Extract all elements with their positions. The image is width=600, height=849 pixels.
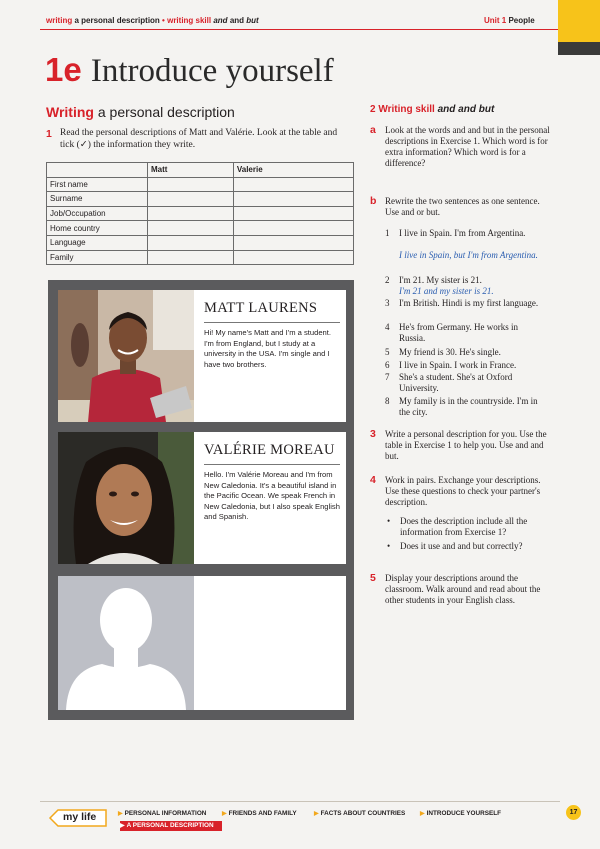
silhouette-photo: [58, 576, 194, 710]
exercise-3-text: Write a personal description for you. Use the table in Exercise 1 to help you. Use and and but.: [385, 429, 547, 461]
item-text: She's a student. She's at Oxford University.: [399, 372, 513, 393]
unit-tab-dark: [558, 42, 600, 55]
divider: [204, 464, 340, 465]
section-heading-rest: a personal description: [97, 104, 235, 120]
tick-cell[interactable]: [148, 206, 234, 221]
table-row: [47, 221, 354, 236]
brand-label: my life: [63, 811, 97, 823]
item-number: 5: [385, 347, 390, 357]
row-label: Family: [47, 250, 148, 265]
running-header: [46, 16, 259, 25]
column-header: Matt: [148, 163, 234, 178]
header-word: writing: [46, 16, 73, 25]
section-heading-bold: Writing: [46, 104, 94, 120]
blank-profile-card[interactable]: [194, 576, 346, 710]
footer-nav-label: FRIENDS AND FAMILY: [228, 810, 297, 817]
table-corner: [47, 163, 148, 178]
table-row: [47, 235, 354, 250]
footer-nav-item[interactable]: ▶ FRIENDS AND FAMILY: [222, 810, 297, 817]
unit-number: Unit 1: [484, 16, 507, 25]
tick-cell[interactable]: [233, 206, 353, 221]
row-label: First name: [47, 177, 148, 192]
answer-example: I'm 21 and my sister is 21.: [399, 286, 494, 296]
header-rule: [40, 29, 560, 30]
my-life-logo: [46, 808, 110, 828]
profile-bio: Hello. I'm Valérie Moreau and I'm from New Caledonia. It's a beautiful island in the Pacific Ocean. We speak French in New Caledonia, but I also speak English and Spanish.: [204, 470, 340, 521]
item-text: I'm 21. My sister is 21.: [399, 275, 482, 285]
exercise-2b-text: Rewrite the two sentences as one sentence. Use and or but.: [385, 196, 540, 217]
item-text: My family is in the countryside. I'm in the city.: [399, 396, 538, 417]
profile-panel: [48, 280, 354, 720]
table-row: [47, 177, 354, 192]
row-label: Surname: [47, 192, 148, 207]
item-number: 2: [385, 275, 390, 285]
row-label: Language: [47, 235, 148, 250]
bullet-dot: •: [387, 541, 391, 551]
column-header: Valerie: [233, 163, 353, 178]
row-label: Job/Occupation: [47, 206, 148, 221]
item-text: I live in Spain. I work in France.: [399, 360, 517, 370]
exercise-number: 3: [370, 428, 376, 440]
tick-cell[interactable]: [148, 235, 234, 250]
matt-photo: [58, 290, 194, 422]
table-header-row: [47, 163, 354, 178]
unit-name: People: [508, 16, 535, 25]
page-number: 17: [566, 805, 581, 820]
table-row: [47, 192, 354, 207]
item-text: I'm British. Hindi is my first language.: [399, 298, 539, 308]
item-text: He's from Germany. He works in Russia.: [399, 322, 519, 343]
tick-cell[interactable]: [148, 250, 234, 265]
exercise-number: 5: [370, 572, 376, 584]
profile-bio: Hi! My name's Matt and I'm a student. I'm from England, but I study at a university in the USA. I'm single and I have two brothers.: [204, 328, 331, 369]
header-word: and: [213, 16, 228, 25]
tick-cell[interactable]: [233, 177, 353, 192]
header-word: a personal description: [74, 16, 160, 25]
header-word: but: [246, 16, 259, 25]
tick-cell[interactable]: [233, 235, 353, 250]
footer-sub-label: A PERSONAL DESCRIPTION: [126, 822, 214, 829]
footer-nav-item[interactable]: ▶ PERSONAL INFORMATION: [118, 810, 207, 817]
footer-nav-label: PERSONAL INFORMATION: [124, 810, 207, 817]
tick-cell[interactable]: [148, 221, 234, 236]
item-number: 4: [385, 322, 390, 332]
exercise-number: 2: [370, 104, 376, 115]
exercise-4-text: Work in pairs. Exchange your descriptions. Use these questions to check your partner's description.: [385, 475, 541, 507]
table-row: [47, 250, 354, 265]
divider: [204, 322, 340, 323]
exercise-letter: b: [370, 195, 377, 207]
skill-heading: [370, 104, 494, 115]
tick-cell[interactable]: [148, 192, 234, 207]
page-title: [45, 50, 334, 91]
item-number: 7: [385, 372, 390, 382]
item-number: 3: [385, 298, 390, 308]
unit-tab: [558, 0, 600, 42]
bullet-dot: •: [387, 516, 391, 526]
exercise-5-text: Display your descriptions around the classroom. Walk around and read about the other students in your English class.: [385, 573, 541, 605]
answer-example: I live in Spain, but I'm from Argentina.: [399, 250, 538, 260]
tick-cell[interactable]: [148, 177, 234, 192]
exercise-1-instructions: Read the personal descriptions of Matt and Valérie. Look at the table and tick (✓) the information they write.: [60, 128, 338, 150]
item-number: 6: [385, 360, 390, 370]
profile-name: VALÉRIE MOREAU: [204, 442, 335, 458]
bullet-question: Does it use and and but correctly?: [400, 541, 523, 551]
exercise-2a-text: Look at the words and and but in the personal descriptions in Exercise 1. Which word is for extra information? Which word is for a difference?: [385, 125, 550, 168]
footer-nav-item[interactable]: ▶ FACTS ABOUT COUNTRIES: [314, 810, 406, 817]
exercise-number: 4: [370, 474, 376, 486]
header-word: writing skill: [167, 16, 212, 25]
skill-heading-rest: and and but: [437, 104, 495, 115]
item-text: I live in Spain. I'm from Argentina.: [399, 228, 526, 238]
row-label: Home country: [47, 221, 148, 236]
section-heading: [46, 104, 235, 120]
unit-label: [484, 16, 535, 25]
tick-cell[interactable]: [233, 221, 353, 236]
footer-nav-label: FACTS ABOUT COUNTRIES: [320, 810, 406, 817]
skill-heading-bold: Writing skill: [378, 104, 435, 115]
footer-rule: [40, 801, 560, 802]
exercise-letter: a: [370, 124, 376, 136]
header-bullet: •: [162, 16, 165, 25]
bullet-question: Does the description include all the information from Exercise 1?: [400, 516, 528, 537]
table-row: [47, 206, 354, 221]
header-word: and: [229, 16, 245, 25]
tick-cell[interactable]: [233, 250, 353, 265]
profile-card-matt: [194, 290, 346, 422]
profile-card-valerie: [194, 432, 346, 564]
tick-cell[interactable]: [233, 192, 353, 207]
item-text: My friend is 30. He's single.: [399, 347, 501, 357]
lesson-number: 1e: [45, 51, 82, 88]
profile-name: MATT LAURENS: [204, 300, 318, 316]
exercise-number: 1: [46, 128, 52, 140]
lesson-title: Introduce yourself: [90, 53, 334, 89]
footer-nav-label: INTRODUCE YOURSELF: [426, 810, 502, 817]
valerie-photo: [58, 432, 194, 564]
tick-table: [46, 162, 354, 265]
footer-sub-item[interactable]: ▶ A PERSONAL DESCRIPTION: [120, 821, 222, 831]
footer-nav-item[interactable]: ▶ INTRODUCE YOURSELF: [420, 810, 502, 817]
item-number: 1: [385, 228, 390, 238]
item-number: 8: [385, 396, 390, 406]
